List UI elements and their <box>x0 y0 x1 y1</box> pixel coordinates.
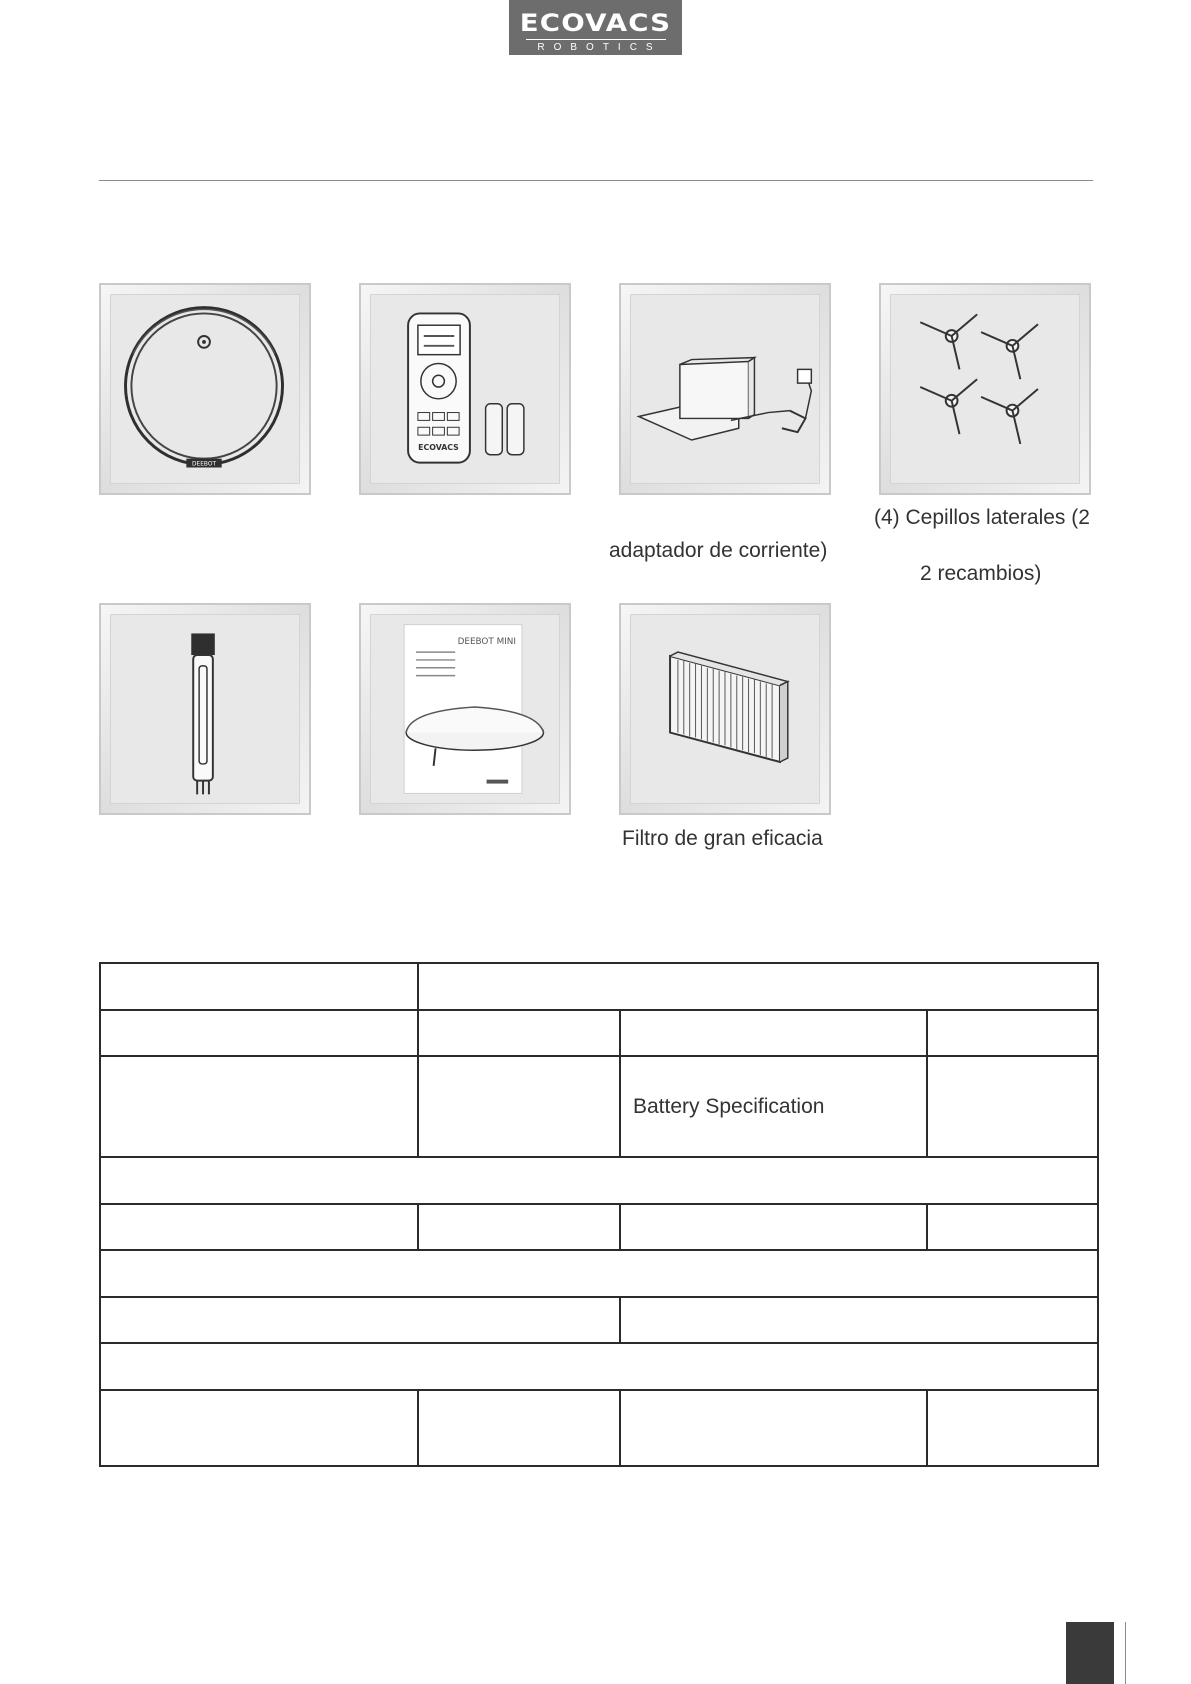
remote-control-icon <box>361 285 569 493</box>
table-row <box>100 1390 1098 1466</box>
spec-table <box>99 962 1099 1467</box>
table-row <box>100 963 1098 1010</box>
caption-side-brushes-line2: 2 recambios) <box>920 562 1042 585</box>
table-cell <box>620 1390 927 1466</box>
filter-icon <box>621 605 829 813</box>
filter-tile <box>619 603 831 815</box>
table-cell <box>100 1390 418 1466</box>
table-cell <box>620 1297 1098 1343</box>
svg-text:DEEBOT MINI: DEEBOT MINI <box>457 637 517 648</box>
page-number-tab <box>1066 1622 1114 1684</box>
side-brushes-icon <box>881 285 1089 493</box>
table-cell <box>100 1250 1098 1297</box>
table-cell <box>927 1010 1098 1056</box>
table-row <box>100 1343 1098 1390</box>
table-row <box>100 1056 1098 1157</box>
table-row <box>100 1010 1098 1056</box>
robot-tile <box>99 283 311 495</box>
table-cell <box>100 1343 1098 1390</box>
cleaning-tool-icon <box>101 605 309 813</box>
caption-dock: adaptador de corriente) <box>609 539 828 562</box>
logo-sub: ROBOTICS <box>537 42 662 53</box>
table-cell <box>100 1056 418 1157</box>
table-row <box>100 1157 1098 1204</box>
manual-tile <box>359 603 571 815</box>
table-cell <box>418 1204 620 1250</box>
ecovacs-logo <box>509 0 682 55</box>
table-cell <box>927 1390 1098 1466</box>
charging-dock-icon <box>621 285 829 493</box>
table-cell <box>620 1204 927 1250</box>
robot-icon <box>101 285 309 493</box>
table-cell <box>100 1157 1098 1204</box>
table-cell <box>100 1204 418 1250</box>
logo-rule <box>526 39 666 40</box>
table-row <box>100 1250 1098 1297</box>
table-cell <box>927 1204 1098 1250</box>
page-edge-line <box>1125 1622 1126 1684</box>
svg-text:DEEBOT: DEEBOT <box>191 461 217 468</box>
table-cell <box>620 1010 927 1056</box>
table-cell <box>418 963 1098 1010</box>
table-row <box>100 1204 1098 1250</box>
cleaning-tool-tile <box>99 603 311 815</box>
table-cell <box>100 1010 418 1056</box>
manual-icon <box>361 605 569 813</box>
table-cell <box>100 963 418 1010</box>
svg-text:ECOVACS: ECOVACS <box>418 442 459 452</box>
caption-filter: Filtro de gran eficacia <box>622 827 823 850</box>
remote-tile <box>359 283 571 495</box>
table-row <box>100 1297 1098 1343</box>
table-cell <box>100 1297 620 1343</box>
dock-tile <box>619 283 831 495</box>
battery-spec-cell: Battery Specification <box>620 1056 927 1157</box>
table-cell <box>418 1390 620 1466</box>
table-cell <box>418 1010 620 1056</box>
table-cell <box>927 1056 1098 1157</box>
side-brushes-tile <box>879 283 1091 495</box>
header-divider <box>99 180 1093 181</box>
logo-brand: ECOVACS <box>519 9 672 37</box>
table-cell <box>418 1056 620 1157</box>
caption-side-brushes-line1: (4) Cepillos laterales (2 <box>874 506 1090 529</box>
